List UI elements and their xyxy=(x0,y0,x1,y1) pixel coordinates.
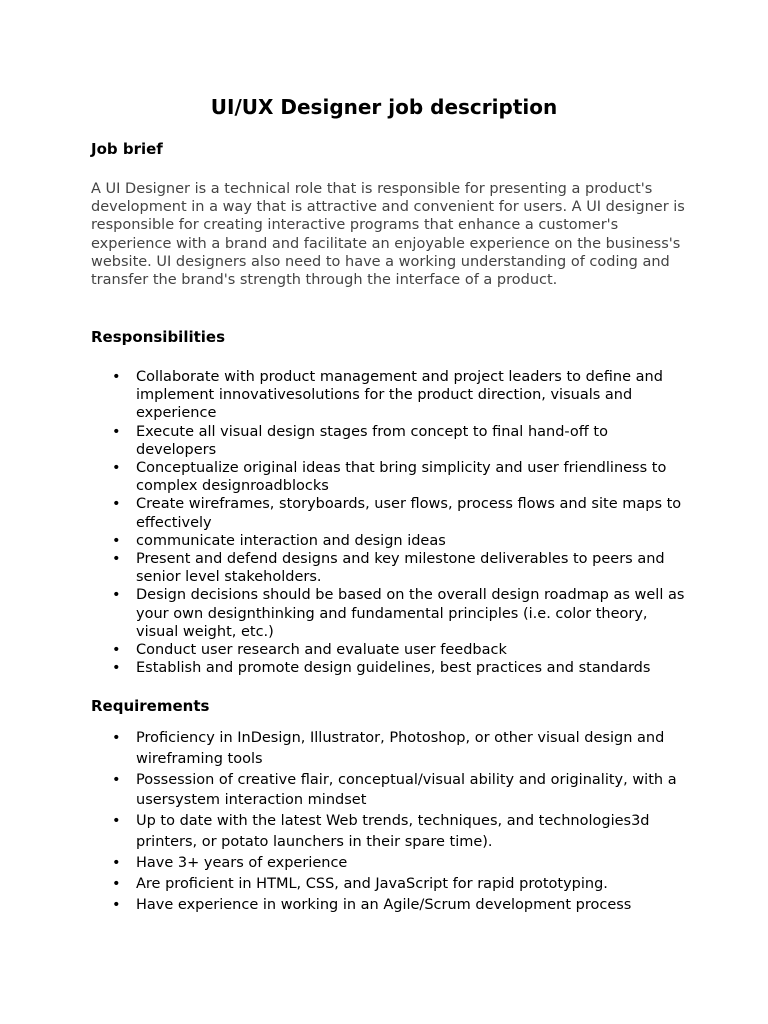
bullet-icon: • xyxy=(112,587,121,604)
list-item-text: Conduct user research and evaluate user feedback xyxy=(136,642,507,659)
list-item-text: Create wireframes, storyboards, user flows, process flows and site maps to effectively xyxy=(136,496,682,531)
list-item xyxy=(91,874,691,895)
list-item xyxy=(91,853,691,874)
list-item xyxy=(91,550,691,586)
bullet-icon: • xyxy=(112,496,121,513)
bullet-icon: • xyxy=(112,642,121,659)
requirements-list xyxy=(91,728,691,916)
bullet-icon: • xyxy=(112,460,121,477)
list-item xyxy=(91,728,691,769)
list-item xyxy=(91,641,691,659)
bullet-icon: • xyxy=(112,423,121,440)
requirements-heading: Requirements xyxy=(91,697,210,715)
list-item-text: Up to date with the latest Web trends, techniques, and technologies3d printers, or potato launchers in their spare time). xyxy=(136,813,650,850)
list-item xyxy=(91,423,691,459)
list-item-text: Have experience in working in an Agile/Scrum development process xyxy=(136,896,632,913)
bullet-icon: • xyxy=(112,813,121,829)
bullet-icon: • xyxy=(112,896,121,913)
list-item xyxy=(91,659,691,677)
list-item xyxy=(91,811,691,852)
list-item-text: Design decisions should be based on the overall design roadmap as well as your own designthinking and fundamental principles (i.e. color theory, visual weight, etc.) xyxy=(136,587,685,640)
list-item-text: Have 3+ years of experience xyxy=(136,854,348,871)
list-item-text: Establish and promote design guidelines, best practices and standards xyxy=(136,660,651,677)
list-item xyxy=(91,495,691,531)
list-item-text: Collaborate with product management and project leaders to define and implement innovativesolutions for the product direction, visuals and experience xyxy=(136,369,663,422)
responsibilities-heading: Responsibilities xyxy=(91,328,226,346)
list-item xyxy=(91,586,691,641)
bullet-icon: • xyxy=(112,660,121,677)
list-item xyxy=(91,368,691,423)
bullet-icon: • xyxy=(112,551,121,568)
page-title: UI/UX Designer job description xyxy=(210,95,558,119)
list-item xyxy=(91,532,691,550)
bullet-icon: • xyxy=(112,532,121,549)
list-item-text: Present and defend designs and key milestone deliverables to peers and senior level stakeholders. xyxy=(136,551,665,586)
list-item xyxy=(91,459,691,495)
bullet-icon: • xyxy=(112,730,121,746)
list-item xyxy=(91,895,691,916)
bullet-icon: • xyxy=(112,854,121,871)
list-item xyxy=(91,770,691,811)
list-item-text: Proficiency in InDesign, Illustrator, Photoshop, or other visual design and wireframing tools xyxy=(136,730,665,767)
job-brief-text: A UI Designer is a technical role that is responsible for presenting a product's development in a way that is attractive and convenient for users. A UI designer is responsible for creating interactive programs that enhance a customer's experience with a brand and facilitate an enjoyable experience on the business's website. UI designers also need to have a working understanding of coding and transfer the brand's strength through the interface of a product. xyxy=(91,181,685,289)
list-item-text: Possession of creative flair, conceptual/visual ability and originality, with a usersystem interaction mindset xyxy=(136,771,677,808)
list-item-text: Are proficient in HTML, CSS, and JavaScript for rapid prototyping. xyxy=(136,875,608,892)
bullet-icon: • xyxy=(112,771,121,788)
bullet-icon: • xyxy=(112,875,121,892)
bullet-icon: • xyxy=(112,369,121,385)
list-item-text: Execute all visual design stages from concept to final hand-off to developers xyxy=(136,423,608,458)
job-brief-heading: Job brief xyxy=(91,140,163,158)
list-item-text: communicate interaction and design ideas xyxy=(136,532,446,549)
list-item-text: Conceptualize original ideas that bring simplicity and user friendliness to complex designroadblocks xyxy=(136,460,667,495)
responsibilities-list xyxy=(91,368,691,677)
